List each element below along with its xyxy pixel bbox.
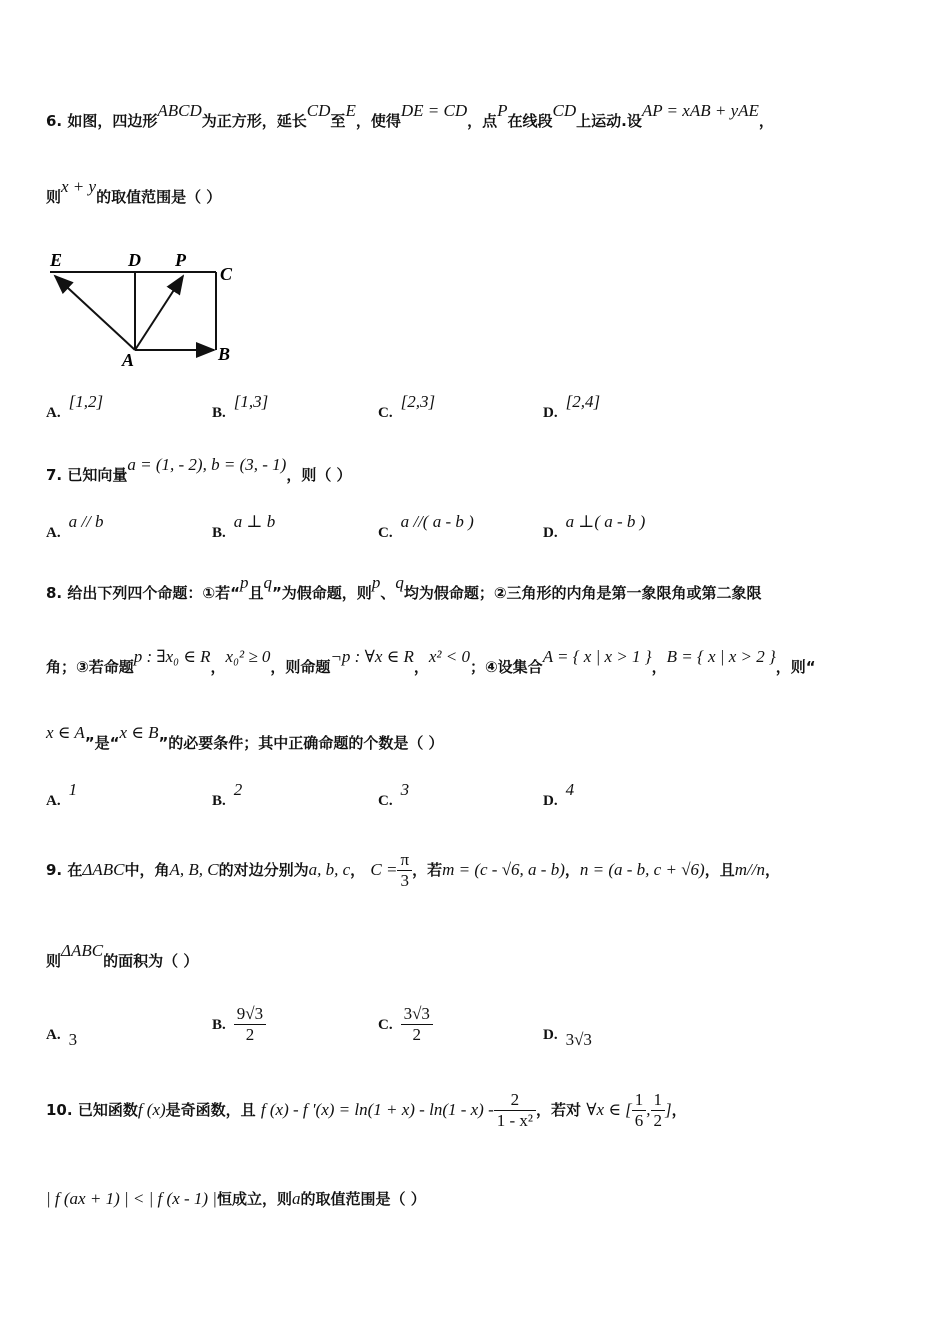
q10-math: , bbox=[646, 1100, 651, 1119]
q7-math: a = (1, - 2), b = (3, - 1) bbox=[127, 455, 287, 474]
option-fraction bbox=[234, 1004, 266, 1045]
q8-text: ， bbox=[210, 658, 226, 676]
q10-text: ，若对 bbox=[536, 1101, 582, 1119]
q8-text: ，则“ bbox=[775, 658, 816, 676]
q6-text: ，点 bbox=[467, 112, 498, 130]
q8-math: B = { x | x > 2 } bbox=[666, 647, 776, 666]
q6-math: CD bbox=[552, 101, 577, 120]
frac-den: 2 bbox=[653, 1111, 663, 1130]
option-value: 3 bbox=[400, 780, 410, 799]
q9-math: C = bbox=[370, 860, 398, 879]
q10-math: a bbox=[292, 1189, 301, 1208]
frac-num: π bbox=[397, 850, 412, 871]
q10-math: f (x) bbox=[137, 1100, 166, 1119]
option-value: 2 bbox=[233, 780, 243, 799]
label-e: E bbox=[50, 250, 63, 270]
q8-math: p : ∃x₀ ∈ R bbox=[133, 647, 211, 666]
q9-math: n = (a - b, c + √6) bbox=[579, 860, 705, 879]
q10-fraction bbox=[494, 1090, 536, 1131]
option-label: A. bbox=[46, 405, 61, 421]
q6-text: 为正方形，延长 bbox=[201, 112, 307, 130]
q6-option-c[interactable] bbox=[378, 392, 436, 422]
q9-text: 在 bbox=[67, 861, 83, 879]
frac-num: 3√3 bbox=[401, 1004, 433, 1025]
q6-math: DE = CD bbox=[400, 101, 468, 120]
q10-text: 是奇函数，且 bbox=[165, 1101, 256, 1119]
q8-text: ， bbox=[413, 658, 429, 676]
q9-option-c[interactable] bbox=[378, 1004, 433, 1045]
q8-math: q bbox=[263, 573, 272, 592]
q9-text: ， bbox=[564, 861, 580, 879]
q8-text: ；④设集合 bbox=[469, 658, 543, 676]
q9-option-b[interactable] bbox=[212, 1004, 266, 1045]
q10-text: 恒成立，则 bbox=[216, 1190, 292, 1208]
q7-number: 7. bbox=[46, 466, 63, 484]
q9-math: ΔABC bbox=[61, 941, 104, 960]
vector-ae bbox=[55, 276, 135, 350]
q8-text: ”的必要条件；其中正确命题的个数是（ ） bbox=[158, 734, 444, 752]
q9-text: 的对边分别为 bbox=[218, 861, 309, 879]
q8-math: p bbox=[239, 573, 249, 592]
option-label: B. bbox=[212, 1017, 226, 1033]
option-label: B. bbox=[212, 405, 226, 421]
q6-math: CD bbox=[306, 101, 331, 120]
q6-text: ，使得 bbox=[355, 112, 401, 130]
q8-math: A = { x | x > 1 } bbox=[542, 647, 652, 666]
option-label: B. bbox=[212, 793, 226, 809]
q6-line1 bbox=[46, 101, 774, 131]
q9-line1 bbox=[46, 850, 780, 891]
label-a: A bbox=[122, 350, 135, 370]
option-label: D. bbox=[543, 405, 558, 421]
q8-math: x ∈ A bbox=[46, 723, 85, 742]
option-label: C. bbox=[378, 525, 393, 541]
frac-den: 2 bbox=[245, 1025, 255, 1044]
q9-text: ， bbox=[764, 861, 780, 879]
option-label: D. bbox=[543, 793, 558, 809]
q6-text: 在线段 bbox=[507, 112, 553, 130]
q8-number: 8. bbox=[46, 584, 63, 602]
option-value: [2,3] bbox=[400, 392, 436, 411]
q8-math: p bbox=[371, 573, 381, 592]
label-d: D bbox=[128, 250, 141, 270]
q6-text: 至 bbox=[330, 112, 346, 130]
q6-text: 则 bbox=[46, 188, 62, 206]
frac-num: 2 bbox=[494, 1090, 536, 1111]
q9-text: 中，角 bbox=[124, 861, 170, 879]
q9-math: m = (c - √6, a - b) bbox=[442, 860, 565, 879]
q9-math: A, B, C bbox=[169, 860, 219, 879]
q8-math: ¬p : ∀x ∈ R bbox=[330, 647, 414, 666]
frac-num: 1 bbox=[651, 1090, 666, 1111]
option-fraction bbox=[401, 1004, 433, 1045]
q8-option-d[interactable] bbox=[543, 780, 575, 810]
frac-den: 6 bbox=[634, 1111, 644, 1130]
q6-text: 如图，四边形 bbox=[67, 112, 158, 130]
q8-text: ”为假命题，则 bbox=[271, 584, 372, 602]
q6-math: E bbox=[345, 101, 356, 120]
q7-line1 bbox=[46, 455, 352, 485]
q8-text: 给出下列四个命题：①若“ bbox=[67, 584, 240, 602]
option-value: [1,2] bbox=[68, 392, 104, 411]
option-label: D. bbox=[543, 1027, 558, 1043]
q8-line3 bbox=[46, 723, 444, 753]
label-p: P bbox=[175, 250, 186, 270]
q8-line2 bbox=[46, 647, 816, 677]
q8-math: q bbox=[395, 573, 404, 592]
q10-math: | f (ax + 1) | < | f (x - 1) | bbox=[46, 1189, 217, 1208]
q8-text: ，则命题 bbox=[270, 658, 331, 676]
q9-text: ，若 bbox=[412, 861, 443, 879]
q6-option-a[interactable] bbox=[46, 392, 104, 422]
q9-number: 9. bbox=[46, 861, 63, 879]
option-value: 3√3 bbox=[565, 1030, 592, 1049]
q8-math: x ∈ B bbox=[119, 723, 159, 742]
option-value: 3 bbox=[68, 1030, 78, 1049]
option-label: C. bbox=[378, 405, 393, 421]
q10-math: ] bbox=[665, 1100, 672, 1119]
q8-option-c[interactable] bbox=[378, 780, 410, 810]
frac-den: 1 - x² bbox=[496, 1111, 534, 1130]
frac-den: 3 bbox=[400, 871, 410, 890]
frac-num: 1 bbox=[632, 1090, 647, 1111]
q10-math: ∀x ∈ [ bbox=[586, 1100, 632, 1119]
q9-text: 的面积为（ ） bbox=[103, 952, 199, 970]
q9-math: ΔABC bbox=[82, 860, 125, 879]
one-sixth-fraction bbox=[632, 1090, 647, 1131]
q10-text: 已知函数 bbox=[77, 1101, 138, 1119]
q9-math: m//n bbox=[734, 860, 765, 879]
q8-text: 且 bbox=[248, 584, 264, 602]
label-c: C bbox=[220, 264, 233, 284]
q7-text: 已知向量 bbox=[67, 466, 128, 484]
q9-text: 则 bbox=[46, 952, 62, 970]
option-label: B. bbox=[212, 525, 226, 541]
option-value: 1 bbox=[68, 780, 78, 799]
q8-text: 均为假命题；②三角形的内角是第一象限角或第二象限 bbox=[403, 584, 762, 602]
q8-math: x₀² ≥ 0 bbox=[225, 647, 271, 666]
q6-figure bbox=[40, 246, 250, 370]
q6-text: 的取值范围是（ ） bbox=[96, 188, 222, 206]
q9-math: a, b, c bbox=[308, 860, 351, 879]
option-value: a //( a - b ) bbox=[400, 512, 474, 531]
q10-line1 bbox=[46, 1090, 687, 1131]
option-value: [1,3] bbox=[233, 392, 269, 411]
q6-text: 上运动.设 bbox=[576, 112, 642, 130]
q6-option-b[interactable] bbox=[212, 392, 269, 422]
q6-text: ， bbox=[758, 112, 774, 130]
q7-text: ，则（ ） bbox=[286, 466, 352, 484]
q8-option-b[interactable] bbox=[212, 780, 243, 810]
q10-math: f (x) - f '(x) = ln(1 + x) - ln(1 - x) - bbox=[260, 1100, 494, 1119]
q9-option-d[interactable] bbox=[543, 1024, 592, 1049]
vector-ap bbox=[135, 276, 183, 350]
q8-text: 角；③若命题 bbox=[46, 658, 134, 676]
option-value: [2,4] bbox=[565, 392, 601, 411]
option-value: a ⊥ b bbox=[233, 512, 276, 531]
option-label: C. bbox=[378, 1017, 393, 1033]
q10-text: ， bbox=[671, 1101, 687, 1119]
q6-math: AP = xAB + yAE bbox=[641, 101, 759, 120]
option-label: A. bbox=[46, 525, 61, 541]
q8-option-a[interactable] bbox=[46, 780, 78, 810]
q7-option-c[interactable] bbox=[378, 512, 474, 542]
pi-over-3-fraction bbox=[397, 850, 412, 891]
option-value: a ⊥( a - b ) bbox=[565, 512, 646, 531]
q10-number: 10. bbox=[46, 1101, 73, 1119]
q9-option-a[interactable] bbox=[46, 1024, 78, 1049]
q10-text: 的取值范围是（ ） bbox=[300, 1190, 426, 1208]
q9-line2 bbox=[46, 941, 199, 971]
q6-math: x + y bbox=[61, 177, 97, 196]
q7-option-b[interactable] bbox=[212, 512, 276, 542]
q9-text: ，且 bbox=[704, 861, 735, 879]
q8-text: ， bbox=[651, 658, 667, 676]
option-value: a // b bbox=[68, 512, 104, 531]
option-label: A. bbox=[46, 1027, 61, 1043]
q10-line2 bbox=[46, 1188, 426, 1209]
one-half-fraction bbox=[651, 1090, 666, 1131]
label-b: B bbox=[218, 344, 231, 364]
option-label: C. bbox=[378, 793, 393, 809]
frac-den: 2 bbox=[412, 1025, 422, 1044]
option-value: 4 bbox=[565, 780, 575, 799]
q8-math: x² < 0 bbox=[428, 647, 470, 666]
q8-line1 bbox=[46, 573, 762, 603]
option-label: D. bbox=[543, 525, 558, 541]
q6-option-d[interactable] bbox=[543, 392, 601, 422]
q8-text: 、 bbox=[380, 584, 396, 602]
frac-num: 9√3 bbox=[234, 1004, 266, 1025]
q6-math: ABCD bbox=[157, 101, 202, 120]
q9-text: ， bbox=[350, 861, 366, 879]
q6-math: P bbox=[497, 101, 508, 120]
q7-option-a[interactable] bbox=[46, 512, 104, 542]
option-label: A. bbox=[46, 793, 61, 809]
q6-number: 6. bbox=[46, 112, 63, 130]
q6-line2 bbox=[46, 177, 222, 207]
q7-option-d[interactable] bbox=[543, 512, 646, 542]
q8-text: ”是“ bbox=[84, 734, 120, 752]
